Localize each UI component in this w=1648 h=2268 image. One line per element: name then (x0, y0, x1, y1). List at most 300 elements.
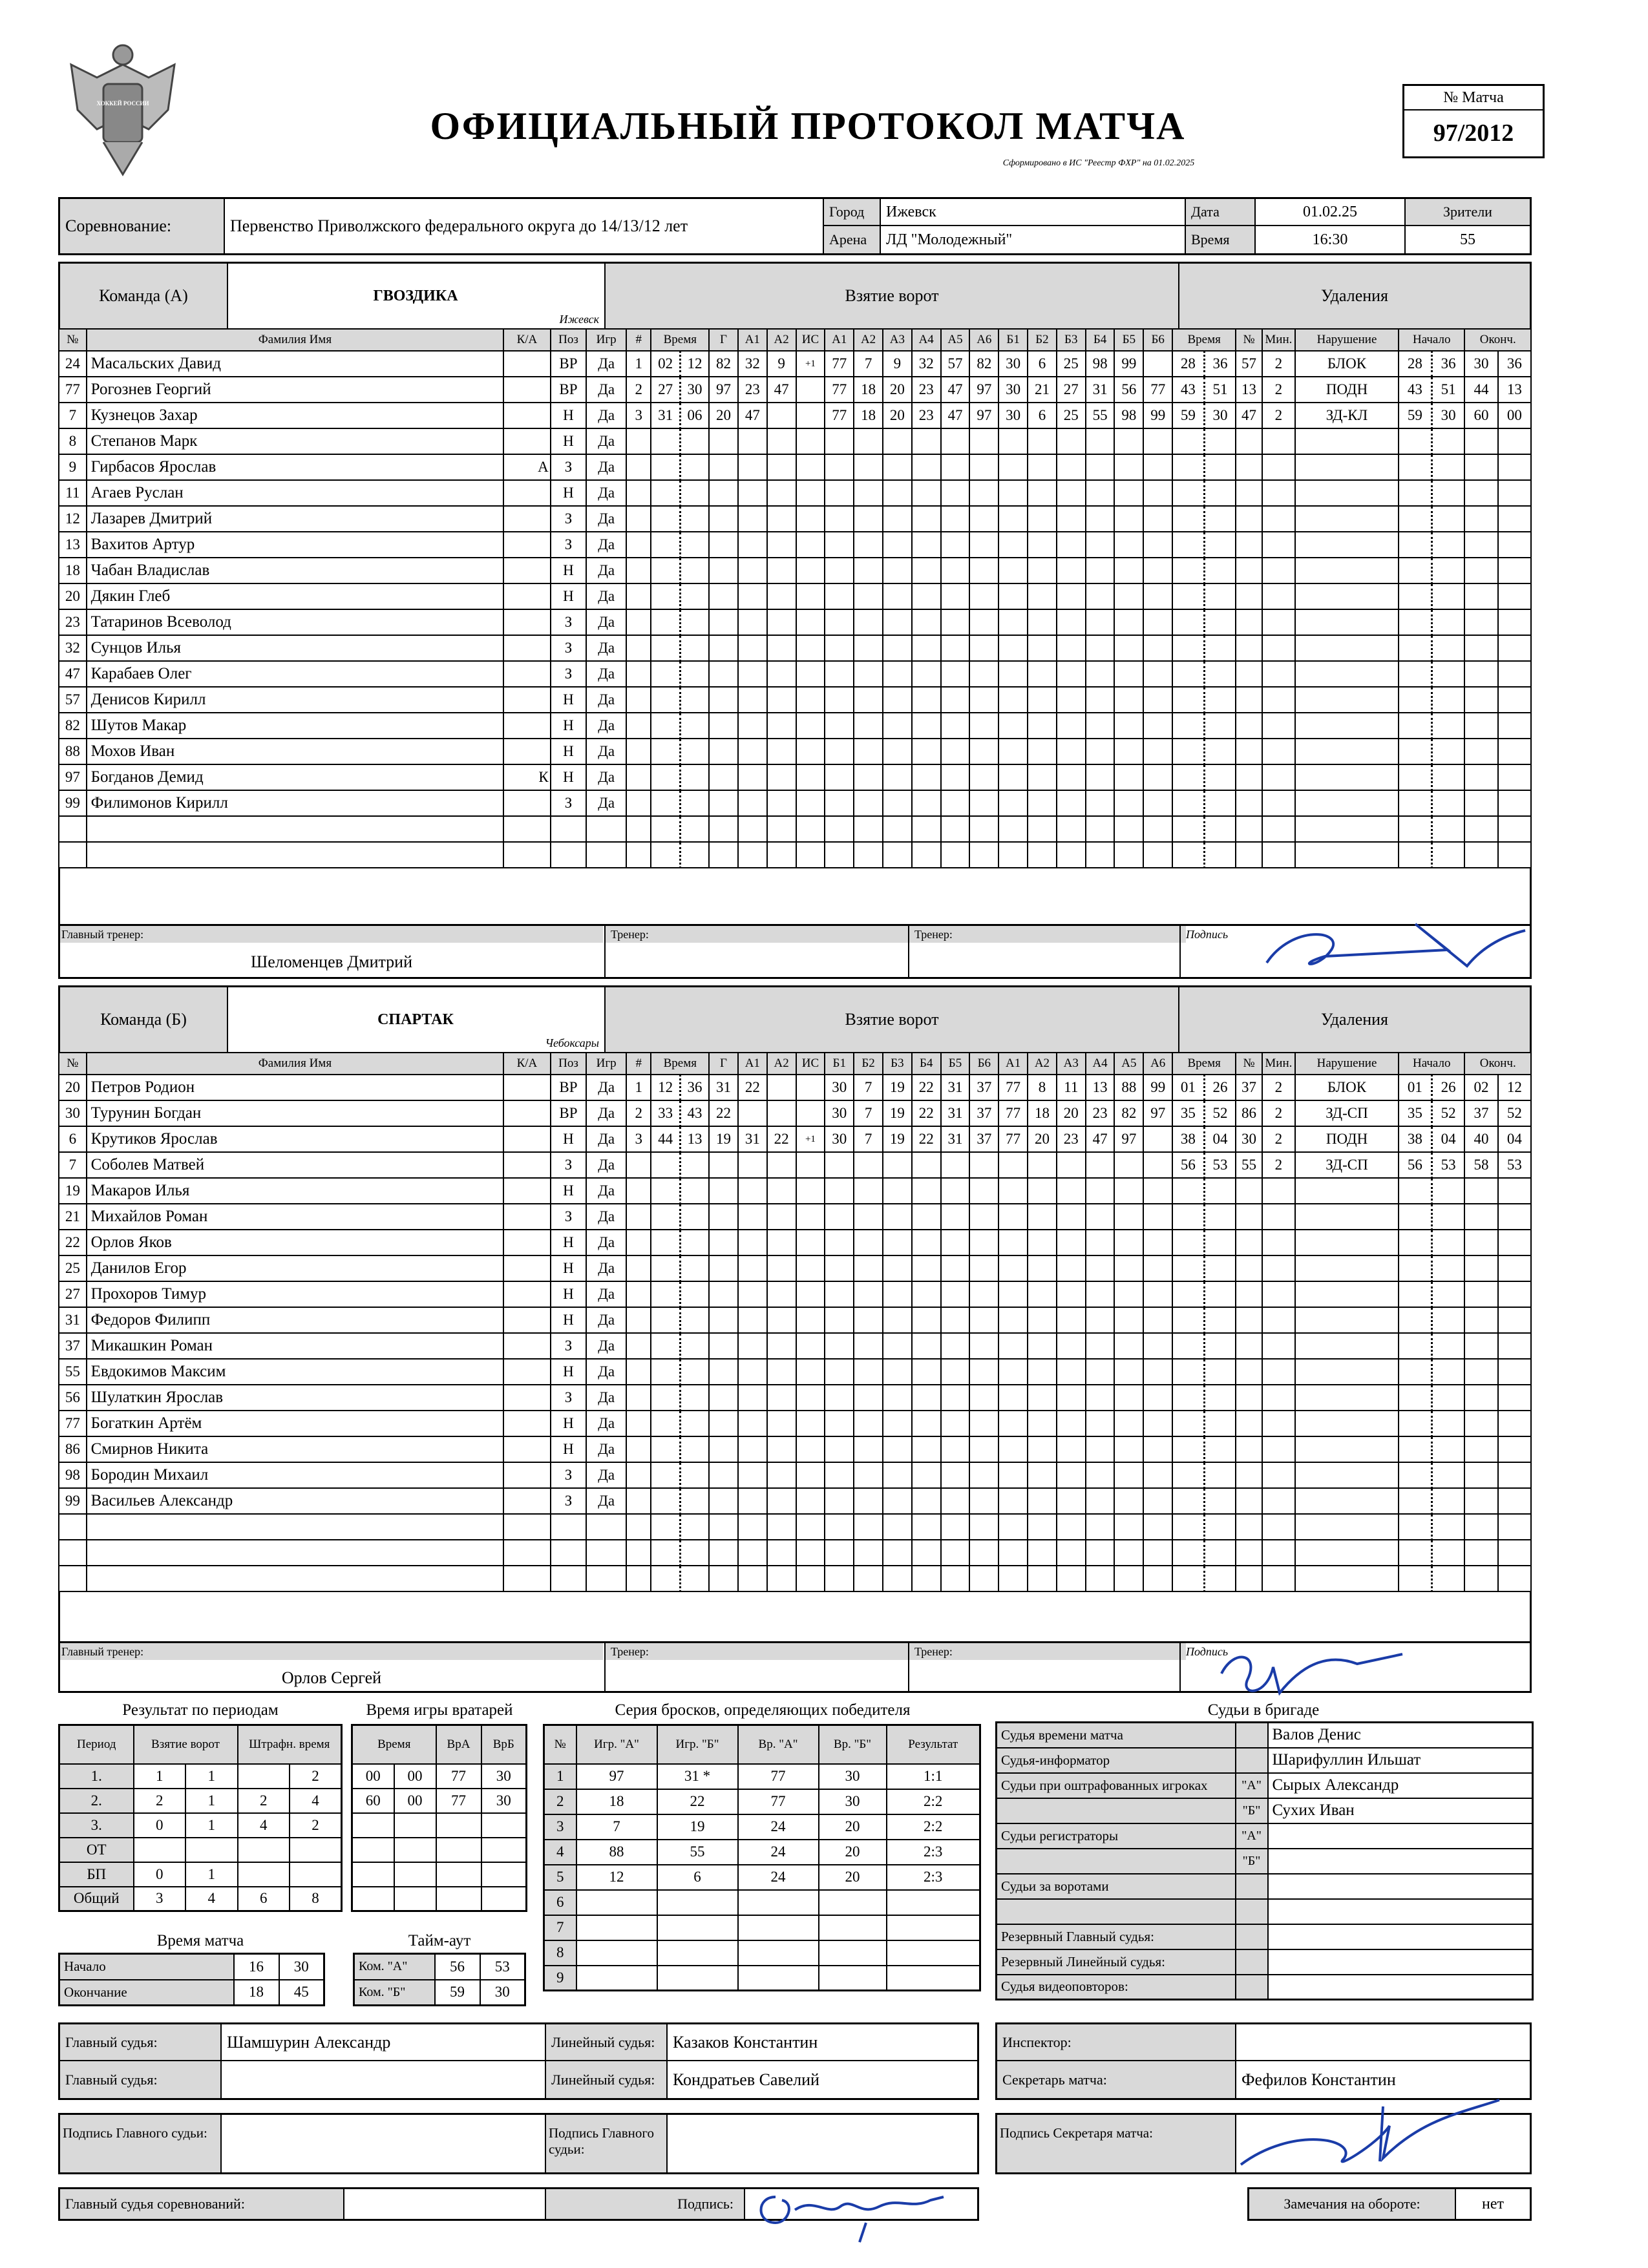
team-a-goal-col-header: Г (709, 329, 738, 351)
team-b-goal-cell (680, 1411, 709, 1436)
team-a-goal-cell (1086, 454, 1115, 480)
team-b-player-role (503, 1152, 551, 1178)
team-b-pen-col-header: Начало (1399, 1053, 1464, 1075)
team-a-goal-cell (709, 635, 738, 661)
team-b-goal-cell (1028, 1152, 1057, 1178)
goalie-cell: 00 (352, 1764, 394, 1789)
team-b-goal-col-header: Б3 (883, 1053, 912, 1075)
team-b-player-position: Н (551, 1178, 586, 1204)
team-b-goal-cell: 22 (912, 1100, 941, 1126)
team-a-goal-cell (626, 428, 651, 454)
team-a-goal-cell (709, 454, 738, 480)
team-a-penalty-cell (1399, 764, 1431, 790)
team-a-penalty-cell: 47 (1236, 403, 1262, 428)
team-b-goal-cell (651, 1488, 680, 1514)
team-b-goal-col-header: ИС (796, 1053, 825, 1075)
official-side (1236, 1949, 1268, 1975)
team-a-goal-cell (796, 377, 825, 403)
team-b-goal-cell: 2 (626, 1100, 651, 1126)
team-a-player-played: Да (586, 428, 626, 454)
team-b-penalty-cell (1295, 1333, 1399, 1359)
team-a-player-played: Да (586, 454, 626, 480)
team-b-goal-cell (709, 1281, 738, 1307)
team-a-penalty-cell (1262, 506, 1295, 532)
official-role: Судья-информатор (997, 1748, 1236, 1773)
page-title: ОФИЦИАЛЬНЫЙ ПРОТОКОЛ МАТЧА (430, 104, 1186, 147)
team-b-penalty-cell: 53 (1498, 1152, 1531, 1178)
team-b-goal-cell (1028, 1514, 1057, 1540)
team-a-goal-cell (883, 842, 912, 868)
team-b-goal-cell (1114, 1462, 1143, 1488)
team-b-city: Чебоксары (545, 1036, 599, 1049)
team-b-penalty-cell: 53 (1204, 1152, 1236, 1178)
team-b-goal-cell (680, 1540, 709, 1566)
shootout-col-header: № (544, 1725, 576, 1764)
team-a-player-name: Рогознев Георгий (87, 377, 504, 403)
team-b-goal-cell (941, 1411, 970, 1436)
team-b-row (59, 1333, 1531, 1359)
goalie-cell (352, 1887, 394, 1911)
secretary-signature (1228, 2087, 1512, 2184)
team-a-goal-cell: 20 (883, 403, 912, 428)
team-b-goal-cell: 22 (912, 1126, 941, 1152)
team-b-penalty-cell (1236, 1514, 1262, 1540)
team-b-goal-cell (1028, 1307, 1057, 1333)
team-a-goal-cell (1114, 480, 1143, 506)
team-a-goal-cell (626, 635, 651, 661)
team-a-goal-cell (912, 480, 941, 506)
team-b-player-name: Михайлов Роман (87, 1204, 504, 1230)
team-b-penalty-cell (1431, 1307, 1464, 1333)
team-a-goal-cell (767, 428, 796, 454)
team-a-penalty-cell (1172, 635, 1204, 661)
team-b-player-name: Смирнов Никита (87, 1436, 504, 1462)
goalie-cell (394, 1862, 436, 1887)
team-b-penalty-cell (1464, 1514, 1497, 1540)
team-b-goal-cell (738, 1436, 767, 1462)
team-b-goal-cell (969, 1436, 998, 1462)
team-b-goal-cell (767, 1075, 796, 1100)
team-a-goal-cell (1057, 480, 1086, 506)
team-b-goal-cell (941, 1436, 970, 1462)
team-b-goal-cell (998, 1281, 1028, 1307)
team-b-goal-cell (1057, 1436, 1086, 1462)
team-b-penalty-cell (1172, 1462, 1204, 1488)
team-a-player-played: Да (586, 790, 626, 816)
shootout-cell: 24 (738, 1814, 819, 1840)
team-b-goal-cell (626, 1230, 651, 1255)
team-b-goal-cell (883, 1514, 912, 1540)
team-a-penalty-cell (1431, 687, 1464, 713)
team-b-col-header: К/А (503, 1053, 551, 1075)
team-a-penalty-cell (1172, 790, 1204, 816)
team-b-goal-cell (709, 1333, 738, 1359)
shootout-cell (576, 1966, 657, 1991)
team-a-goal-cell (651, 635, 680, 661)
team-b-goal-cell (796, 1540, 825, 1566)
team-a-penalty-cell (1399, 739, 1431, 764)
team-a-goal-cell (796, 790, 825, 816)
team-a-goals-title: Взятие ворот (604, 264, 1179, 328)
team-a-penalty-cell (1431, 713, 1464, 739)
team-a-goal-cell (1086, 816, 1115, 842)
team-a-goal-cell (941, 454, 970, 480)
team-b-goal-col-header: А2 (767, 1053, 796, 1075)
team-b-goal-cell (998, 1204, 1028, 1230)
team-a-goal-cell (998, 739, 1028, 764)
goalie-row (352, 1862, 527, 1887)
team-b-goal-cell (825, 1462, 854, 1488)
team-a-goal-cell (738, 713, 767, 739)
team-b-goal-cell: 36 (680, 1075, 709, 1100)
team-a-penalty-cell (1262, 532, 1295, 558)
team-a-penalty-cell (1236, 790, 1262, 816)
team-a-row (59, 377, 1531, 403)
official-role: Судьи регистраторы (997, 1823, 1236, 1849)
team-b-goal-cell (626, 1255, 651, 1281)
team-a-goal-cell (796, 558, 825, 583)
team-a-goal-cell (626, 764, 651, 790)
goalie-title: Время игры вратарей (366, 1701, 513, 1719)
team-b-goal-cell (1143, 1333, 1172, 1359)
match-end-m: 45 (279, 1980, 324, 2006)
shootout-cell: 20 (819, 1865, 887, 1890)
team-a-penalty-cell (1236, 635, 1262, 661)
team-a-goal-cell (1057, 816, 1086, 842)
periods-cell: 0 (134, 1862, 186, 1887)
team-a-col-header: Фамилия Имя (87, 329, 504, 351)
logo (58, 39, 187, 187)
team-a-penalty-cell (1172, 739, 1204, 764)
team-a-goal-cell (651, 687, 680, 713)
team-b-goal-cell (1057, 1204, 1086, 1230)
shootout-row (544, 1940, 980, 1966)
team-b-penalty-cell (1399, 1307, 1431, 1333)
team-a-player-name: Лазарев Дмитрий (87, 506, 504, 532)
team-b-goal-cell (626, 1307, 651, 1333)
team-a-penalty-cell (1172, 816, 1204, 842)
team-a-goal-cell (1086, 428, 1115, 454)
periods-col-header: Период (59, 1725, 134, 1764)
team-a-goal-cell: 82 (969, 351, 998, 377)
shootout-cell (576, 1940, 657, 1966)
team-a-goal-cell: 30 (998, 403, 1028, 428)
team-b-player-position: Н (551, 1230, 586, 1255)
team-a-goal-cell (1086, 609, 1115, 635)
shootout-cell: 8 (544, 1940, 576, 1966)
team-a-player-position: Н (551, 558, 586, 583)
team-b-goal-cell (767, 1488, 796, 1514)
team-a-goal-cell (738, 454, 767, 480)
team-b-goal-cell (651, 1411, 680, 1436)
team-a-player-role (503, 713, 551, 739)
team-b-penalty-cell (1399, 1411, 1431, 1436)
team-b-sign-label: Подпись (1179, 1643, 1373, 1660)
team-a-goal-col-header: А6 (969, 329, 998, 351)
team-b-goal-cell (969, 1152, 998, 1178)
team-b-row (59, 1436, 1531, 1462)
team-a-row (59, 816, 1531, 842)
team-a-goal-cell (1028, 687, 1057, 713)
team-a-goal-cell (767, 609, 796, 635)
shootout-cell (819, 1966, 887, 1991)
team-a-goal-cell: 21 (1028, 377, 1057, 403)
team-b-goal-cell: 22 (912, 1075, 941, 1100)
team-a-goal-cell (883, 635, 912, 661)
team-b-penalty-cell: 2 (1262, 1100, 1295, 1126)
team-a-player-role (503, 428, 551, 454)
team-a-goal-cell (969, 428, 998, 454)
team-a-player-role (503, 635, 551, 661)
shootout-cell: 1:1 (887, 1764, 980, 1789)
shootout-cell: 30 (819, 1764, 887, 1789)
team-a-penalty-cell (1399, 635, 1431, 661)
official-side (1236, 1748, 1268, 1773)
periods-cell: 1 (185, 1862, 238, 1887)
team-b-penalty-cell (1172, 1411, 1204, 1436)
team-b-goal-cell (883, 1359, 912, 1385)
team-a-goal-col-header: А5 (941, 329, 970, 351)
team-b-penalty-cell (1431, 1488, 1464, 1514)
goalie-cell: 00 (394, 1764, 436, 1789)
team-b-goal-cell (1057, 1307, 1086, 1333)
team-a-goal-cell (825, 609, 854, 635)
team-b-player-role (503, 1514, 551, 1540)
team-a-goal-cell (1057, 583, 1086, 609)
team-a-goal-cell (767, 713, 796, 739)
team-a-goal-cell (998, 454, 1028, 480)
team-a-goal-cell (738, 764, 767, 790)
team-b-player-name (87, 1514, 504, 1540)
team-b-player-position: ВР (551, 1100, 586, 1126)
team-a-penalty-cell (1262, 609, 1295, 635)
team-b-goal-cell: 97 (1143, 1100, 1172, 1126)
shootout-cell: 2:3 (887, 1865, 980, 1890)
team-b-goal-cell (883, 1204, 912, 1230)
team-a-player-number: 11 (59, 480, 87, 506)
team-a-goal-col-header: А4 (912, 329, 941, 351)
team-b-goal-col-header: А1 (998, 1053, 1028, 1075)
team-b-goal-cell (738, 1230, 767, 1255)
team-a-player-played: Да (586, 713, 626, 739)
date-value: 01.02.25 (1256, 199, 1404, 226)
team-a-goal-cell (969, 506, 998, 532)
team-b-goal-cell (825, 1385, 854, 1411)
team-b-penalty-cell (1236, 1462, 1262, 1488)
team-b-penalty-cell (1464, 1307, 1497, 1333)
team-a-goal-cell: +1 (796, 351, 825, 377)
team-b-penalty-cell (1236, 1204, 1262, 1230)
team-b-penalty-cell (1464, 1488, 1497, 1514)
team-a-goal-cell: 1 (626, 351, 651, 377)
team-a-goal-cell: 30 (998, 351, 1028, 377)
team-a-goal-cell (680, 583, 709, 609)
team-a-player-number: 82 (59, 713, 87, 739)
team-a-goal-cell (1086, 713, 1115, 739)
team-b-penalty-cell: 55 (1236, 1152, 1262, 1178)
team-b-goal-cell (969, 1411, 998, 1436)
team-a-goal-cell (998, 635, 1028, 661)
team-b-penalty-cell (1431, 1281, 1464, 1307)
team-a-goal-cell (767, 687, 796, 713)
team-b-goal-cell (796, 1385, 825, 1411)
team-a-penalty-cell (1498, 816, 1531, 842)
team-b-goal-cell: 19 (883, 1075, 912, 1100)
shootout-row (544, 1789, 980, 1814)
team-a-goal-col-header: Время (651, 329, 709, 351)
team-a-goal-cell (998, 558, 1028, 583)
team-a-penalty-cell (1431, 532, 1464, 558)
team-b-goal-cell (709, 1307, 738, 1333)
team-a-penalty-cell (1498, 635, 1531, 661)
team-a-goal-cell (709, 609, 738, 635)
team-b-player-number: 30 (59, 1100, 87, 1126)
team-b-goal-cell: 99 (1143, 1075, 1172, 1100)
team-a-goal-cell (738, 506, 767, 532)
periods-cell: 1. (59, 1764, 134, 1789)
team-b-player-number: 19 (59, 1178, 87, 1204)
goalie-cell (481, 1838, 527, 1862)
team-a-pen-col-header: Оконч. (1464, 329, 1531, 351)
team-b-penalty-cell (1262, 1255, 1295, 1281)
team-b-player-role (503, 1281, 551, 1307)
team-a-goal-cell (854, 816, 883, 842)
team-b-goal-cell (912, 1333, 941, 1359)
team-a-goal-cell (883, 609, 912, 635)
team-a-penalty-cell (1464, 713, 1497, 739)
team-b-goal-cell (1028, 1281, 1057, 1307)
team-b-goal-cell (998, 1359, 1028, 1385)
shootout-cell: 7 (576, 1814, 657, 1840)
team-a-penalty-cell (1236, 609, 1262, 635)
team-a-penalty-cell (1204, 558, 1236, 583)
team-b-table (58, 1052, 1532, 1592)
team-a-goal-cell (1028, 506, 1057, 532)
team-b-goal-cell (1057, 1281, 1086, 1307)
team-b-penalty-cell (1498, 1307, 1531, 1333)
team-a-player-name: Гирбасов Ярослав (87, 454, 504, 480)
team-b-penalty-cell: 37 (1236, 1075, 1262, 1100)
team-b-penalty-cell (1464, 1566, 1497, 1591)
team-a-player-role: К (503, 764, 551, 790)
team-a-player-number: 9 (59, 454, 87, 480)
periods-cell: 2 (290, 1764, 342, 1789)
team-b-goal-cell (969, 1178, 998, 1204)
team-a-goal-cell (998, 790, 1028, 816)
team-b-penalty-cell (1262, 1514, 1295, 1540)
team-a-player-number: 99 (59, 790, 87, 816)
team-a-penalty-cell (1295, 506, 1399, 532)
team-a-goal-cell (969, 583, 998, 609)
team-a-penalty-cell: 00 (1498, 403, 1531, 428)
team-b-goal-cell (680, 1307, 709, 1333)
team-b-player-played: Да (586, 1126, 626, 1152)
team-b-goal-cell (998, 1566, 1028, 1591)
shootout-cell (819, 1890, 887, 1915)
team-a-goal-cell (1057, 739, 1086, 764)
team-b-goal-cell: 77 (998, 1126, 1028, 1152)
team-b-row (59, 1230, 1531, 1255)
team-b-player-name (87, 1540, 504, 1566)
team-a-penalty-cell (1204, 480, 1236, 506)
team-b-goal-cell (883, 1307, 912, 1333)
team-a-goal-cell (651, 558, 680, 583)
team-b-penalty-cell: 52 (1431, 1100, 1464, 1126)
team-a-player-position: З (551, 661, 586, 687)
goalie-cell (436, 1887, 481, 1911)
team-b-name: СПАРТАК (377, 1011, 454, 1028)
team-a-goal-cell (796, 506, 825, 532)
team-a-goal-cell (854, 764, 883, 790)
team-b-player-number (59, 1540, 87, 1566)
team-a-goal-cell (969, 790, 998, 816)
shootout-row (544, 1966, 980, 1991)
team-a-player-name: Чабан Владислав (87, 558, 504, 583)
team-b-goal-cell (1028, 1462, 1057, 1488)
team-a-goal-cell (651, 506, 680, 532)
team-a-penalty-cell: 51 (1204, 377, 1236, 403)
team-b-player-position: З (551, 1462, 586, 1488)
shootout-cell (887, 1890, 980, 1915)
team-b-penalty-cell: 01 (1399, 1075, 1431, 1100)
team-a-penalty-cell (1498, 790, 1531, 816)
team-b-penalty-cell: 56 (1172, 1152, 1204, 1178)
team-b-penalty-cell (1262, 1333, 1295, 1359)
team-b-head-coach-label: Главный тренер: (60, 1643, 603, 1660)
team-b-goal-cell (680, 1436, 709, 1462)
team-a-goal-col-header: А3 (883, 329, 912, 351)
team-a-goal-cell (767, 790, 796, 816)
team-b-goal-cell (767, 1178, 796, 1204)
team-b-goal-cell (1114, 1411, 1143, 1436)
team-b-goal-cell (709, 1359, 738, 1385)
team-a-penalty-cell (1204, 816, 1236, 842)
team-a-penalty-cell (1262, 428, 1295, 454)
team-a-player-position: Н (551, 739, 586, 764)
team-a-penalty-cell (1399, 558, 1431, 583)
team-b-goal-cell (969, 1514, 998, 1540)
team-b-goal-cell (626, 1152, 651, 1178)
periods-cell: 1 (185, 1813, 238, 1838)
team-b-goal-cell (709, 1566, 738, 1591)
shootout-row (544, 1915, 980, 1940)
team-b-goal-cell: 23 (1086, 1100, 1115, 1126)
team-b-player-played (586, 1514, 626, 1540)
team-a-player-number: 77 (59, 377, 87, 403)
team-b-penalty-cell (1295, 1462, 1399, 1488)
team-a-goal-cell: 30 (680, 377, 709, 403)
team-b-goal-cell (998, 1333, 1028, 1359)
team-b-row (59, 1255, 1531, 1281)
team-b-goal-cell (1143, 1307, 1172, 1333)
match-info (58, 197, 1532, 255)
team-a-player-position: Н (551, 403, 586, 428)
team-a-penalty-cell (1295, 532, 1399, 558)
team-a-goal-cell (969, 480, 998, 506)
team-a-goal-col-header: А2 (854, 329, 883, 351)
team-a-penalty-cell (1431, 454, 1464, 480)
official-side: "А" (1236, 1823, 1268, 1849)
team-b-player-number: 22 (59, 1230, 87, 1255)
team-b-penalty-cell (1498, 1385, 1531, 1411)
team-a-goal-cell (738, 687, 767, 713)
official-name (1268, 1924, 1533, 1949)
team-b-goal-col-header: А4 (1086, 1053, 1115, 1075)
team-b-goal-cell (854, 1385, 883, 1411)
team-b-goal-cell (796, 1436, 825, 1462)
shootout-row (544, 1865, 980, 1890)
team-b-player-position: З (551, 1488, 586, 1514)
